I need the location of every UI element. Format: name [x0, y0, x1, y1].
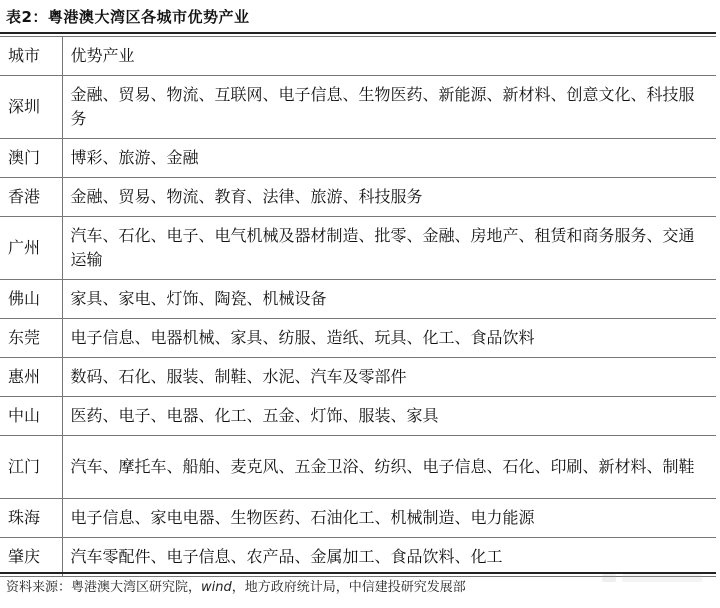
industries-cell: 数码、石化、服装、制鞋、水泥、汽车及零部件 — [62, 358, 716, 397]
industries-cell: 家具、家电、灯饰、陶瓷、机械设备 — [62, 280, 716, 319]
source-suffix: ，地方政府统计局，中信建投研究发展部 — [231, 580, 466, 595]
city-cell: 东莞 — [0, 319, 62, 358]
industries-cell: 博彩、旅游、金融 — [62, 139, 716, 178]
city-cell: 江门 — [0, 436, 62, 499]
industries-cell: 金融、贸易、物流、互联网、电子信息、生物医药、新能源、新材料、创意文化、科技服务 — [62, 76, 716, 139]
top-rule — [0, 32, 716, 34]
industry-table — [0, 36, 716, 577]
watermark-logo — [598, 568, 708, 588]
table-row — [0, 280, 716, 319]
city-cell: 肇庆 — [0, 538, 62, 577]
city-cell: 珠海 — [0, 499, 62, 538]
table-caption: 表2：粤港澳大湾区各城市优势产业 — [6, 8, 250, 26]
industries-cell: 电子信息、电器机械、家具、纺服、造纸、玩具、化工、食品饮料 — [62, 319, 716, 358]
city-cell: 澳门 — [0, 139, 62, 178]
table-header-row — [0, 37, 716, 76]
source-wind: wind — [201, 580, 232, 595]
industries-cell: 医药、电子、电器、化工、五金、灯饰、服装、家具 — [62, 397, 716, 436]
city-cell: 香港 — [0, 178, 62, 217]
industries-cell: 金融、贸易、物流、教育、法律、旅游、科技服务 — [62, 178, 716, 217]
city-cell: 佛山 — [0, 280, 62, 319]
source-note — [6, 578, 466, 598]
industries-cell: 汽车零配件、电子信息、农产品、金属加工、食品饮料、化工 — [62, 538, 716, 577]
table-row — [0, 178, 716, 217]
industries-cell: 电子信息、家电电器、生物医药、石油化工、机械制造、电力能源 — [62, 499, 716, 538]
industries-cell: 汽车、摩托车、船舶、麦克风、五金卫浴、纺织、电子信息、石化、印刷、新材料、制鞋 — [62, 436, 716, 499]
table-row — [0, 397, 716, 436]
city-cell: 惠州 — [0, 358, 62, 397]
city-cell: 广州 — [0, 217, 62, 280]
city-cell: 深圳 — [0, 76, 62, 139]
table-row — [0, 358, 716, 397]
industries-cell: 汽车、石化、电子、电气机械及器材制造、批零、金融、房地产、租赁和商务服务、交通运输 — [62, 217, 716, 280]
header-industries: 优势产业 — [62, 37, 716, 76]
table-row — [0, 436, 716, 499]
table-row — [0, 76, 716, 139]
table-row — [0, 217, 716, 280]
table-row — [0, 499, 716, 538]
source-prefix: 资料来源：粤港澳大湾区研究院， — [6, 580, 202, 595]
city-cell: 中山 — [0, 397, 62, 436]
header-city: 城市 — [0, 37, 62, 76]
table-row — [0, 139, 716, 178]
table-row — [0, 319, 716, 358]
